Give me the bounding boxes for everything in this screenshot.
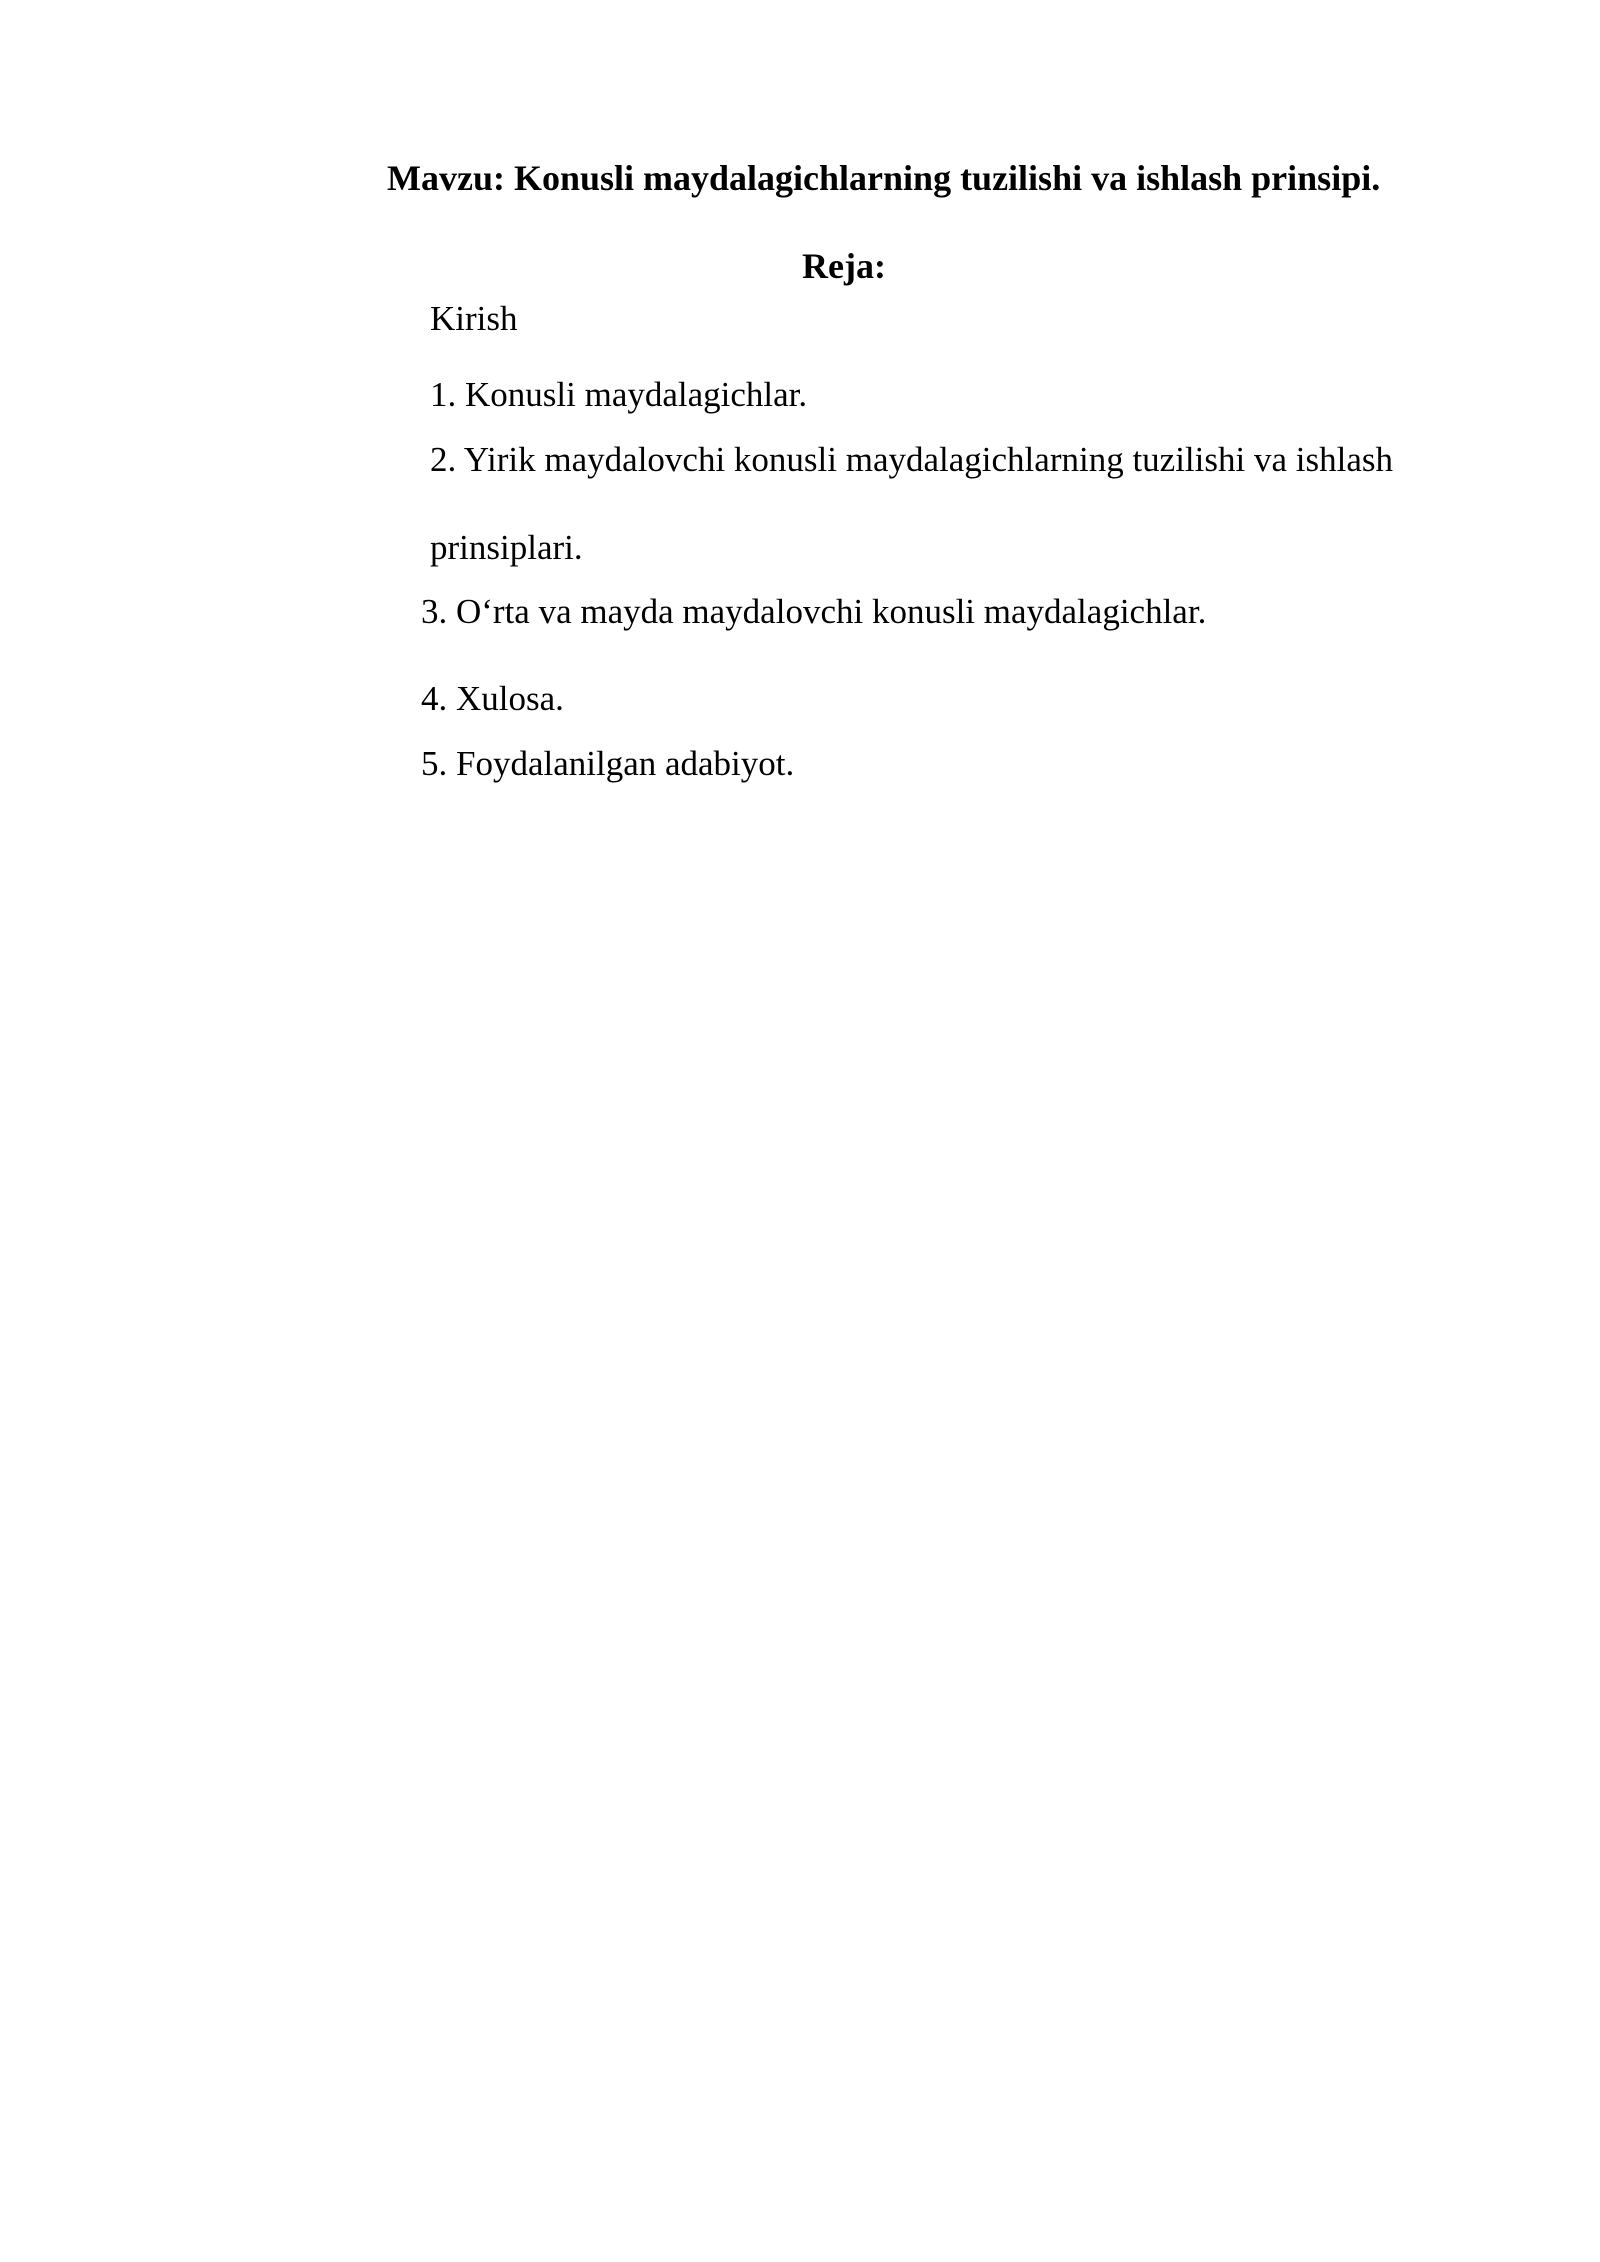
plan-item-continuation: prinsiplari. (430, 528, 583, 567)
document-title: Mavzu: Konusli maydalagichlarning tuzilishi va ishlash prinsipi. (387, 158, 1381, 198)
plan-heading: Reja: (802, 246, 886, 286)
plan-item: 2. Yirik maydalovchi konusli maydalagichlarning tuzilishi va ishlash (430, 440, 1393, 479)
plan-item: 3. O‘rta va mayda maydalovchi konusli maydalagichlar. (421, 592, 1207, 631)
plan-item: 1. Konusli maydalagichlar. (430, 375, 808, 414)
plan-intro: Kirish (430, 299, 518, 338)
plan-item: 5. Foydalanilgan adabiyot. (421, 744, 795, 783)
plan-item: 4. Xulosa. (421, 679, 564, 718)
